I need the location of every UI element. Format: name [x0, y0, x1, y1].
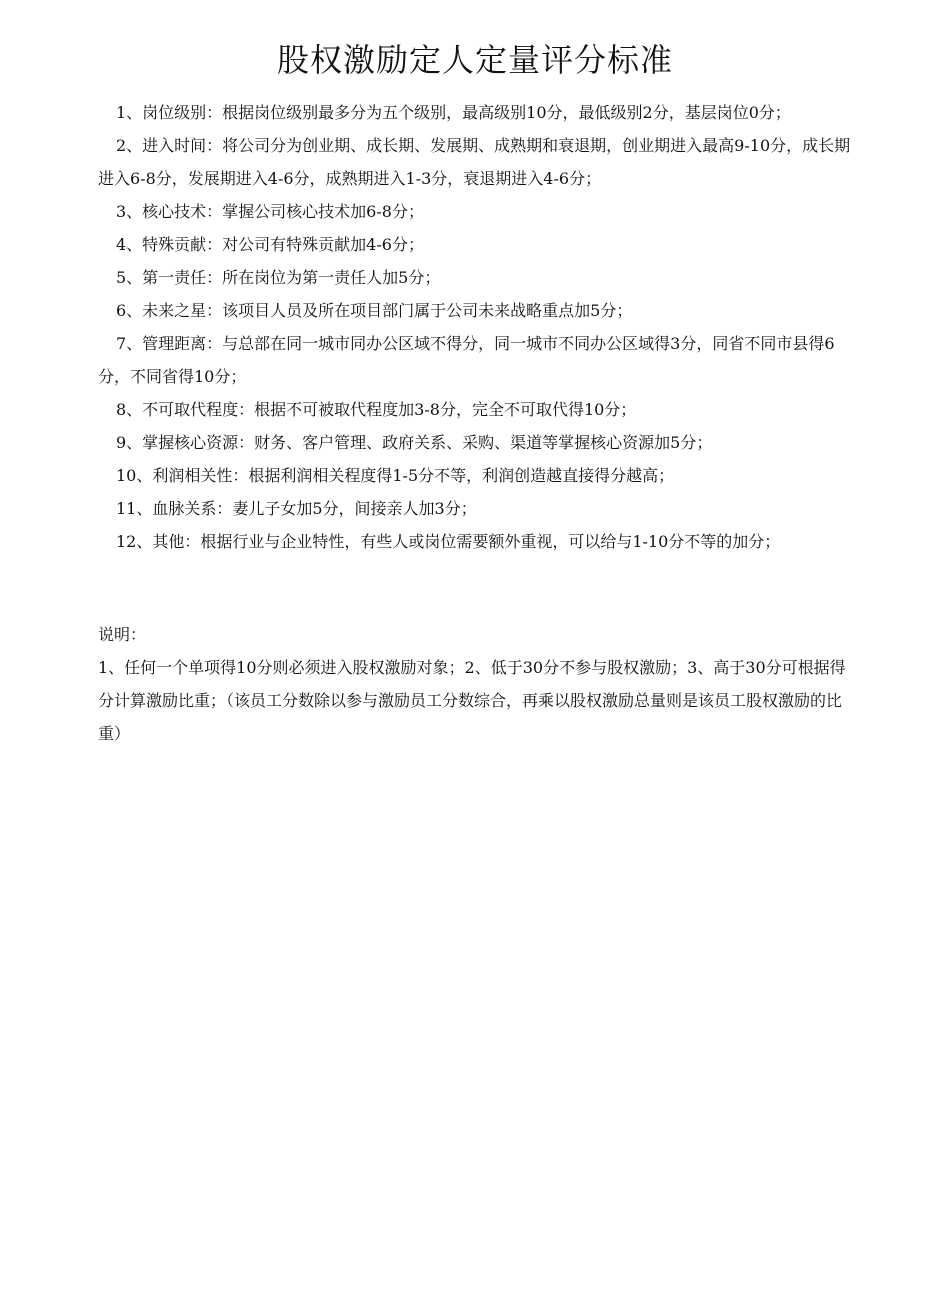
- criteria-list: [98, 96, 860, 558]
- notes-heading: 说明：: [98, 625, 147, 644]
- criterion-item: 1、岗位级别：根据岗位级别最多分为五个级别，最高级别10分，最低级别2分，基层岗位0分；: [116, 103, 791, 122]
- criterion-item: 3、核心技术：掌握公司核心技术加6-8分；: [116, 202, 424, 221]
- criterion-item: 8、不可取代程度：根据不可被取代程度加3-8分，完全不可取代得10分；: [116, 400, 637, 419]
- criterion-item: 5、第一责任：所在岗位为第一责任人加5分；: [116, 268, 441, 287]
- criterion-item: 7、管理距离：与总部在同一城市同办公区域不得分，同一城市不同办公区域得3分，同省不同市县得6分，不同省得10分；: [98, 334, 835, 386]
- criterion-item: 9、掌握核心资源：财务、客户管理、政府关系、采购、渠道等掌握核心资源加5分；: [116, 433, 713, 452]
- criterion-item: 6、未来之星：该项目人员及所在项目部门属于公司未来战略重点加5分；: [116, 301, 633, 320]
- criterion-item: 11、血脉关系：妻儿子女加5分，间接亲人加3分；: [116, 499, 477, 518]
- notes-section: [98, 618, 860, 750]
- criterion-item: 12、其他：根据行业与企业特性，有些人或岗位需要额外重视，可以给与1-10分不等的加分；: [116, 532, 781, 551]
- document-title: 股权激励定人定量评分标准: [276, 41, 673, 79]
- notes-body: 1、任何一个单项得10分则必须进入股权激励对象；2、低于30分不参与股权激励；3、高于30分可根据得分计算激励比重；（该员工分数除以参与激励员工分数综合，再乘以股权激励总量则是该员工股权激励的比重）: [98, 658, 846, 743]
- criterion-item: 2、进入时间：将公司分为创业期、成长期、发展期、成熟期和衰退期，创业期进入最高9-10分，成长期进入6-8分，发展期进入4-6分，成熟期进入1-3分，衰退期进入4-6分；: [98, 136, 851, 188]
- criterion-item: 4、特殊贡献：对公司有特殊贡献加4-6分；: [116, 235, 424, 254]
- criterion-item: 10、利润相关性：根据利润相关程度得1-5分不等，利润创造越直接得分越高；: [116, 466, 675, 485]
